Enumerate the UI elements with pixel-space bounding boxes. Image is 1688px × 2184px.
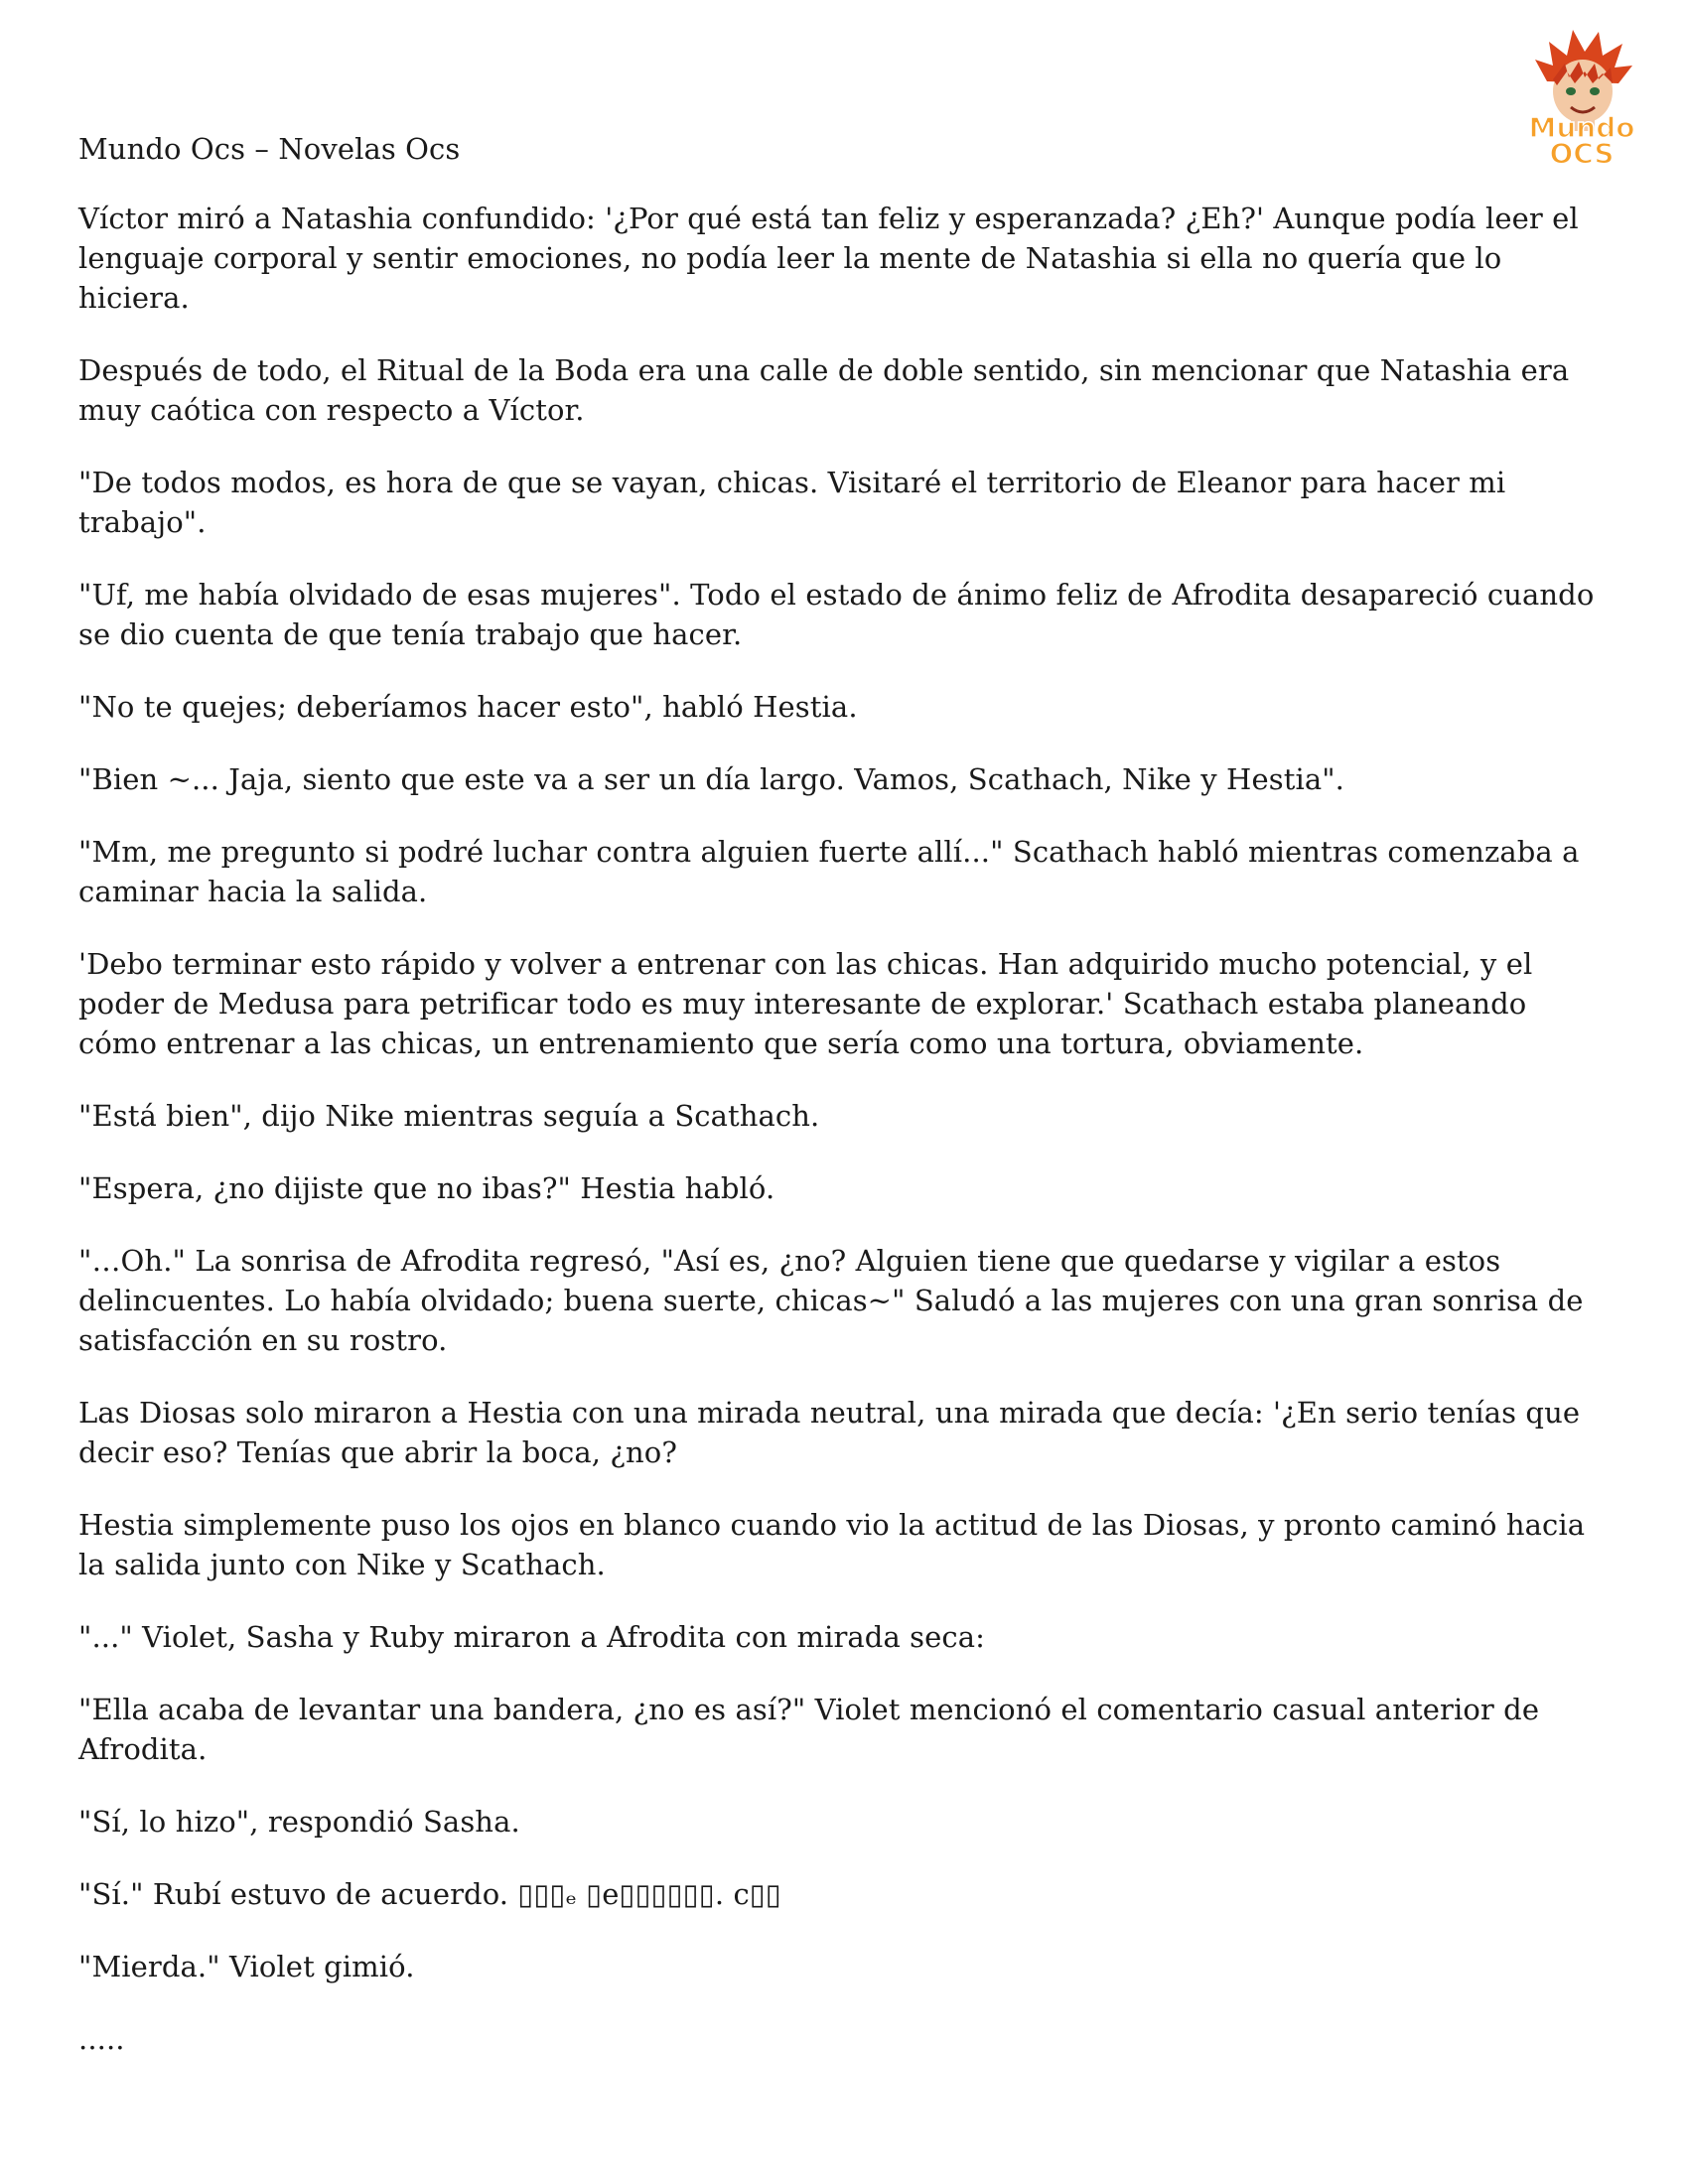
paragraph: Hestia simplemente puso los ojos en blanco cuando vio la actitud de las Diosas, y pronto caminó hacia la salida junto con Nike y Scathach. [78,1508,1586,1581]
paragraph: Víctor miró a Natashia confundido: '¿Por qué está tan feliz y esperanzada? ¿Eh?' Aunque podía leer el lenguaje corporal y sentir emociones, no podía leer la mente de Natashia si ella no quería que lo hiciera. [78,202,1579,315]
paragraph: "..." Violet, Sasha y Ruby miraron a Afrodita con mirada seca: [78,1620,986,1654]
paragraph: Después de todo, el Ritual de la Boda era una calle de doble sentido, sin mencionar que Natashia era muy caótica con respecto a Víctor. [78,353,1570,427]
paragraph: "No te quejes; deberíamos hacer esto", habló Hestia. [78,690,858,724]
paragraph: "Sí, lo hizo", respondió Sasha. [78,1805,520,1839]
paragraph: "Mm, me pregunto si podré luchar contra alguien fuerte allí..." Scathach habló mientras comenzaba a caminar hacia la salida. [78,835,1580,908]
logo-text-line1: Mundo [1528,111,1635,144]
paragraph: "…Oh." La sonrisa de Afrodita regresó, "Así es, ¿no? Alguien tiene que quedarse y vigilar a estos delincuentes. Lo había olvidado; buena suerte, chicas~" Saludó a las mujeres con una gran sonrisa de satisfacción en su rostro. [78,1244,1584,1357]
document-header: Mundo Ocs – Novelas Ocs [78,132,461,166]
paragraph: "Sí." Rubí estuvo de acuerdo. ▯▯▯ₑ ▯e▯▯▯▯▯▯. c▯▯ [78,1877,781,1911]
paragraph: "Bien ~... Jaja, siento que este va a ser un día largo. Vamos, Scathach, Nike y Hestia". [78,762,1344,796]
paragraph: "Está bien", dijo Nike mientras seguía a Scathach. [78,1099,820,1133]
paragraph: "Espera, ¿no dijiste que no ibas?" Hestia habló. [78,1171,775,1205]
paragraph: "Mierda." Violet gimió. [78,1950,415,1983]
paragraph: 'Debo terminar esto rápido y volver a entrenar con las chicas. Han adquirido mucho potencial, y el poder de Medusa para petrificar todo es muy interesante de explorar.' Scathach estaba planeando cómo entrenar a las chicas, un entrenamiento que sería como una tortura, obviamente. [78,947,1533,1060]
paragraph: ..... [78,2022,125,2056]
paragraph: "Uf, me había olvidado de esas mujeres". Todo el estado de ánimo feliz de Afrodita desapareció cuando se dio cuenta de que tenía trabajo que hacer. [78,578,1595,651]
logo-text-line2: OCS [1549,137,1615,169]
document-page [78,129,1613,2092]
paragraph: "Ella acaba de levantar una bandera, ¿no es así?" Violet mencionó el comentario casual anterior de Afrodita. [78,1693,1540,1766]
paragraph: "De todos modos, es hora de que se vayan, chicas. Visitaré el territorio de Eleanor para hacer mi trabajo". [78,466,1506,539]
paragraph: Las Diosas solo miraron a Hestia con una mirada neutral, una mirada que decía: '¿En serio tenías que decir eso? Tenías que abrir la boca, ¿no? [78,1396,1581,1469]
